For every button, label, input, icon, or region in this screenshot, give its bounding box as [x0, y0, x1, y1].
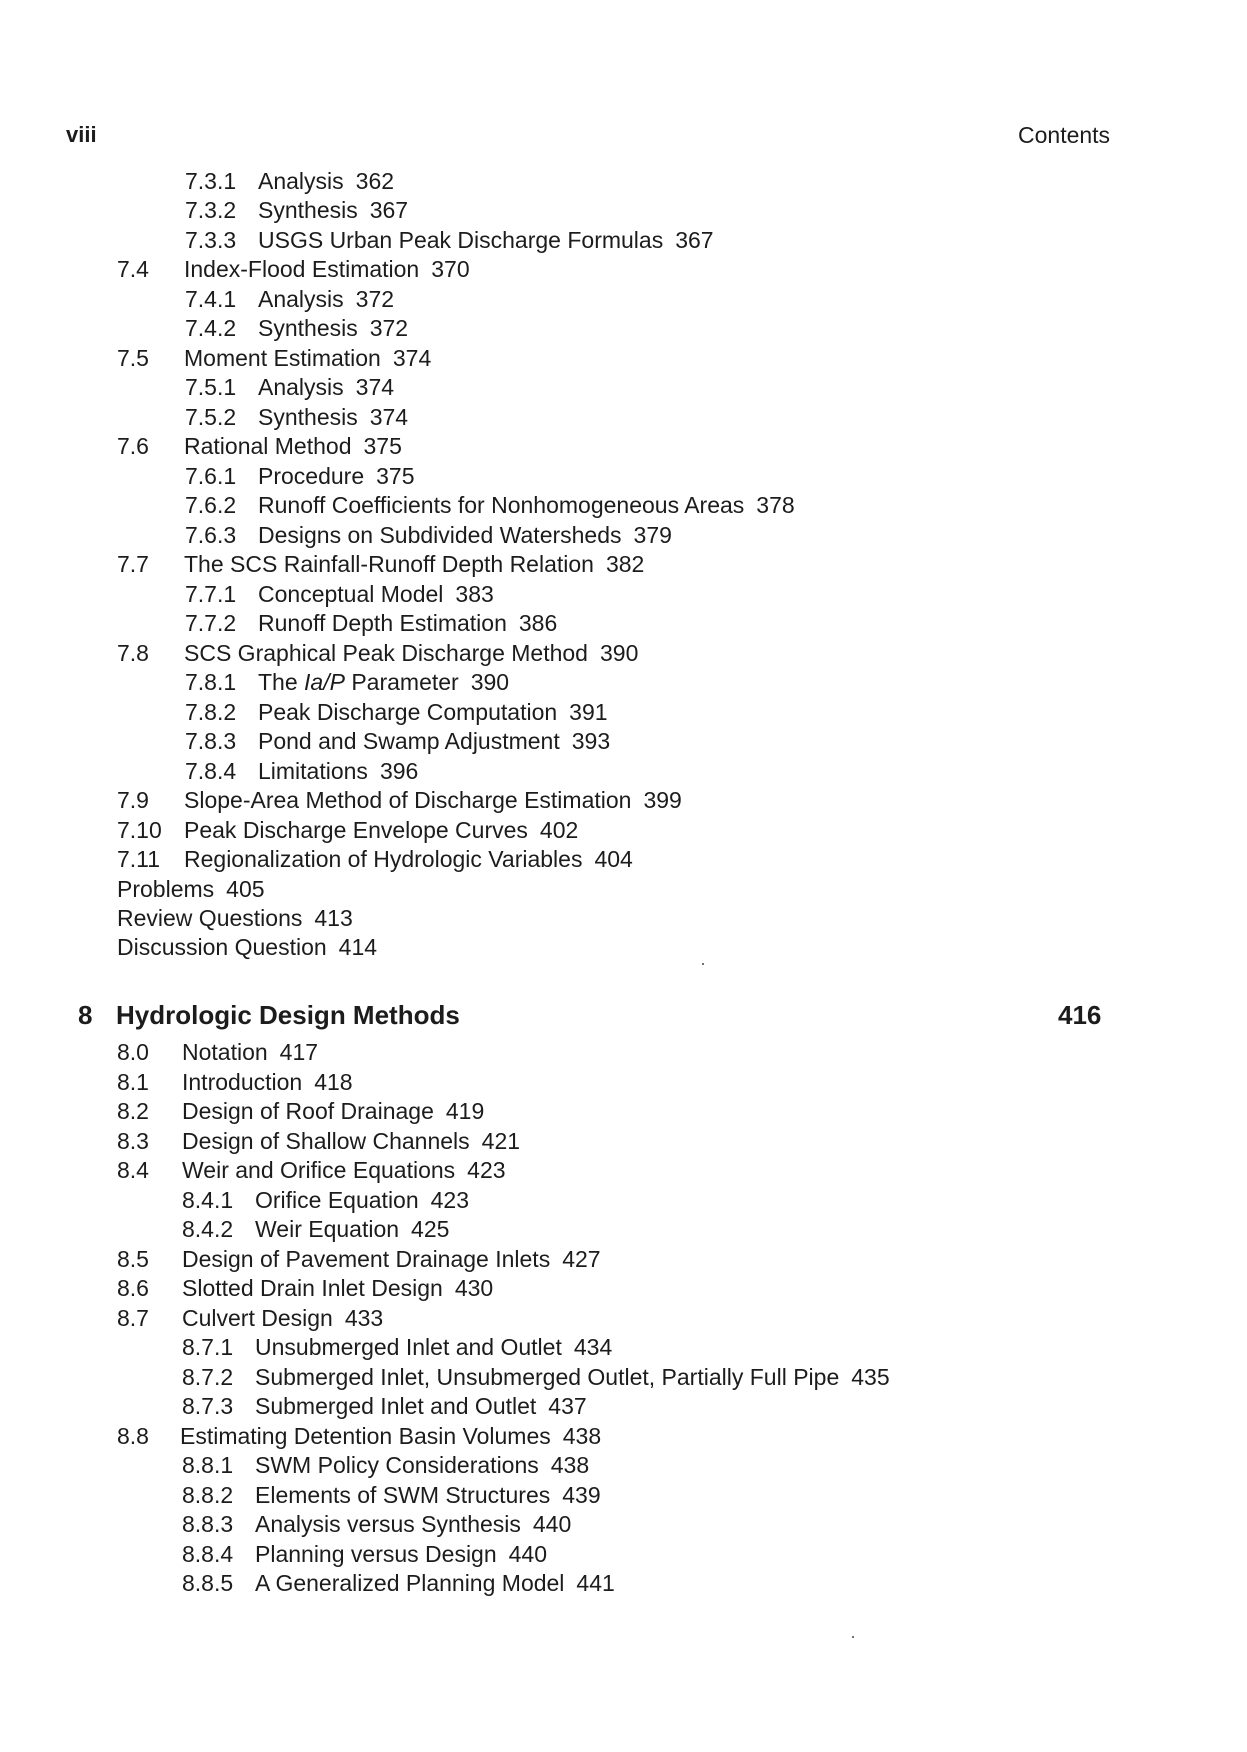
section-title — [182, 1126, 520, 1156]
page-number: 386 — [518, 610, 558, 636]
section-number: 8.7.1 — [182, 1334, 234, 1360]
page-number: 433 — [344, 1305, 384, 1331]
page-number: 423 — [467, 1157, 506, 1183]
section-number: 7.7.2 — [185, 610, 237, 636]
section-title-text: Rational Method — [184, 433, 352, 459]
section-title — [182, 1067, 353, 1097]
page-number: 374 — [355, 374, 395, 400]
section-title-text: Orifice Equation — [255, 1187, 419, 1213]
page-number: 372 — [355, 286, 395, 312]
section-title-text: Analysis — [258, 168, 344, 194]
section-number: 7.9 — [117, 787, 149, 813]
page-number: 438 — [562, 1423, 602, 1449]
page-number: 391 — [569, 699, 608, 725]
section-title-text: Analysis — [258, 374, 344, 400]
section-title-text: Introduction — [182, 1069, 303, 1095]
page-number: 372 — [369, 315, 409, 341]
section-number: 8.8.2 — [182, 1482, 234, 1508]
page-number: 439 — [562, 1482, 601, 1508]
section-title-text: Index-Flood Estimation — [184, 256, 420, 282]
section-title — [184, 343, 431, 373]
section-title-text: Weir and Orifice Equations — [182, 1157, 456, 1183]
section-title-text: Culvert Design — [182, 1305, 333, 1331]
section-title-text: SWM Policy Considerations — [255, 1452, 539, 1478]
section-title — [255, 1185, 469, 1215]
section-title-part: Parameter — [344, 669, 459, 695]
section-title — [184, 815, 578, 845]
page-number: 438 — [550, 1452, 590, 1478]
section-title — [182, 1037, 318, 1067]
page-number: 375 — [363, 433, 402, 459]
page-number: 437 — [548, 1393, 587, 1419]
section-title-text: Submerged Inlet, Unsubmerged Outlet, Partially Full Pipe — [255, 1364, 840, 1390]
scan-speck — [852, 1636, 854, 1638]
section-number: 7.8.2 — [185, 699, 237, 725]
page-number: 379 — [633, 522, 672, 548]
page-number: 374 — [369, 404, 409, 430]
section-number: 7.7.1 — [185, 581, 237, 607]
chapter-number: 8 — [78, 1000, 93, 1030]
section-number: 7.8.1 — [185, 669, 237, 695]
section-title-text: Submerged Inlet and Outlet — [255, 1393, 537, 1419]
section-title-text: Notation — [182, 1039, 268, 1065]
section-title-text: Designs on Subdivided Watersheds — [258, 522, 622, 548]
page-number: 362 — [355, 168, 395, 194]
section-number: 7.4 — [117, 256, 149, 282]
section-title — [258, 166, 394, 196]
section-title — [255, 1450, 589, 1480]
page-number: 414 — [338, 934, 378, 960]
section-number: 8.5 — [117, 1246, 149, 1272]
section-title-text: Moment Estimation — [184, 345, 381, 371]
section-title — [255, 1391, 587, 1421]
page-number: 390 — [470, 669, 510, 695]
page-number: 402 — [539, 817, 579, 843]
section-title — [258, 461, 415, 491]
section-number: 7.3.3 — [185, 227, 237, 253]
section-number: 7.8.3 — [185, 728, 237, 754]
section-number: 7.5 — [117, 345, 149, 371]
page-number: 367 — [675, 227, 714, 253]
section-title-text: Synthesis — [258, 197, 358, 223]
section-title-text: Discussion Question — [117, 934, 327, 960]
section-title — [180, 1421, 601, 1451]
section-title — [184, 844, 633, 874]
section-title — [184, 431, 402, 461]
section-title — [182, 1244, 601, 1274]
section-title-text: A Generalized Planning Model — [255, 1570, 565, 1596]
section-title-text: Estimating Detention Basin Volumes — [180, 1423, 551, 1449]
section-title — [258, 195, 408, 225]
section-title — [258, 579, 494, 609]
page-number: 425 — [411, 1216, 450, 1242]
section-title — [255, 1332, 612, 1362]
section-number: 8.7.2 — [182, 1364, 234, 1390]
section-number: 8.4 — [117, 1157, 149, 1183]
section-title — [258, 726, 610, 756]
section-title-text: Synthesis — [258, 404, 358, 430]
section-title-text: Analysis — [258, 286, 344, 312]
section-title-text: Design of Pavement Drainage Inlets — [182, 1246, 551, 1272]
section-number: 8.2 — [117, 1098, 149, 1124]
section-number: 7.5.1 — [185, 374, 237, 400]
section-title-text: Pond and Swamp Adjustment — [258, 728, 560, 754]
section-title — [258, 756, 418, 786]
section-title-text: SCS Graphical Peak Discharge Method — [184, 640, 588, 666]
section-title — [258, 520, 672, 550]
section-title — [258, 667, 509, 697]
section-title-text: Design of Roof Drainage — [182, 1098, 434, 1124]
page-number: 404 — [594, 846, 633, 872]
page-number: 418 — [314, 1069, 353, 1095]
section-number: 7.3.2 — [185, 197, 237, 223]
section-title-text: Runoff Coefficients for Nonhomogeneous Areas — [258, 492, 745, 518]
section-number: 8.7.3 — [182, 1393, 234, 1419]
section-number: 8.8.4 — [182, 1541, 234, 1567]
section-number: 7.10 — [117, 817, 162, 843]
section-title — [182, 1273, 493, 1303]
section-title-text: Peak Discharge Computation — [258, 699, 558, 725]
section-title — [255, 1214, 449, 1244]
page-number: 417 — [279, 1039, 319, 1065]
section-title — [117, 903, 353, 933]
section-title-text: Peak Discharge Envelope Curves — [184, 817, 528, 843]
section-number: 7.4.1 — [185, 286, 237, 312]
section-title-text: USGS Urban Peak Discharge Formulas — [258, 227, 664, 253]
section-title — [255, 1539, 547, 1569]
section-number: 8.8.5 — [182, 1570, 234, 1596]
section-number: 8.7 — [117, 1305, 149, 1331]
section-title-text: Elements of SWM Structures — [255, 1482, 551, 1508]
page-number: 396 — [379, 758, 419, 784]
section-title-text: Limitations — [258, 758, 368, 784]
page-number: 413 — [314, 905, 353, 931]
section-title-text: The SCS Rainfall-Runoff Depth Relation — [184, 551, 594, 577]
section-number: 7.7 — [117, 551, 149, 577]
page-number: 383 — [455, 581, 494, 607]
section-title — [258, 225, 714, 255]
section-number: 8.8.3 — [182, 1511, 234, 1537]
page-number: 419 — [445, 1098, 485, 1124]
chapter-title: Hydrologic Design Methods — [116, 1000, 460, 1030]
section-title — [258, 608, 557, 638]
section-title — [182, 1096, 484, 1126]
section-title — [184, 785, 682, 815]
section-title-text: Design of Shallow Channels — [182, 1128, 470, 1154]
page-number: 399 — [643, 787, 682, 813]
section-title — [182, 1303, 383, 1333]
page-number: 427 — [562, 1246, 601, 1272]
section-title-text: Analysis versus Synthesis — [255, 1511, 521, 1537]
section-title-italic: Ia/P — [304, 669, 345, 695]
section-title — [258, 697, 608, 727]
section-title — [255, 1568, 615, 1598]
section-number: 7.6.3 — [185, 522, 237, 548]
page-number: 374 — [392, 345, 432, 371]
section-title — [258, 313, 408, 343]
page-number: 421 — [481, 1128, 521, 1154]
page-number: 440 — [508, 1541, 548, 1567]
page-number: 390 — [599, 640, 639, 666]
page-number: 440 — [532, 1511, 572, 1537]
page-number: 382 — [605, 551, 645, 577]
page-number: 370 — [431, 256, 470, 282]
section-number: 7.3.1 — [185, 168, 237, 194]
section-title-text: Synthesis — [258, 315, 358, 341]
section-number: 8.4.1 — [182, 1187, 234, 1213]
section-title — [258, 284, 394, 314]
page-number: 405 — [226, 876, 265, 902]
section-title — [255, 1480, 601, 1510]
page-number: 441 — [576, 1570, 615, 1596]
section-title-text: Slope-Area Method of Discharge Estimation — [184, 787, 632, 813]
running-header: Contents — [1018, 122, 1111, 148]
section-title-text: Runoff Depth Estimation — [258, 610, 507, 636]
section-title-text: Unsubmerged Inlet and Outlet — [255, 1334, 562, 1360]
section-title — [258, 402, 408, 432]
section-number: 8.4.2 — [182, 1216, 234, 1242]
section-title-text: Weir Equation — [255, 1216, 400, 1242]
chapter-page: 416 — [1058, 1000, 1102, 1030]
section-title — [258, 372, 394, 402]
section-title — [184, 638, 638, 668]
section-title-text: Slotted Drain Inlet Design — [182, 1275, 443, 1301]
section-number: 7.5.2 — [185, 404, 237, 430]
section-number: 7.6 — [117, 433, 149, 459]
section-title-text: Conceptual Model — [258, 581, 444, 607]
page-number: 375 — [376, 463, 415, 489]
section-number: 7.8 — [117, 640, 149, 666]
section-number: 8.0 — [117, 1039, 149, 1065]
section-title-text: Review Questions — [117, 905, 303, 931]
section-number: 8.6 — [117, 1275, 149, 1301]
section-number: 7.6.1 — [185, 463, 237, 489]
section-number: 7.4.2 — [185, 315, 237, 341]
page-number: 393 — [571, 728, 611, 754]
page-number: 434 — [573, 1334, 613, 1360]
section-title — [255, 1509, 571, 1539]
page-number: 430 — [454, 1275, 494, 1301]
section-number: 7.6.2 — [185, 492, 237, 518]
section-number: 7.11 — [117, 846, 161, 872]
section-number: 8.8 — [117, 1423, 149, 1449]
section-title-text: Regionalization of Hydrologic Variables — [184, 846, 583, 872]
section-title — [258, 490, 795, 520]
section-number: 8.3 — [117, 1128, 149, 1154]
section-title-text: Planning versus Design — [255, 1541, 497, 1567]
section-title — [117, 874, 265, 904]
page-number: 435 — [851, 1364, 890, 1390]
section-title — [184, 254, 470, 284]
section-title — [184, 549, 644, 579]
section-number: 8.1 — [117, 1069, 149, 1095]
chapter-heading — [66, 1000, 1116, 1036]
section-number: 8.8.1 — [182, 1452, 234, 1478]
section-title — [255, 1362, 890, 1392]
section-title-text: Procedure — [258, 463, 365, 489]
page-number: 423 — [430, 1187, 470, 1213]
section-title-text: Problems — [117, 876, 215, 902]
section-title-part: The — [258, 669, 305, 695]
scan-speck — [702, 963, 704, 965]
section-title — [117, 932, 377, 962]
page-number: 367 — [369, 197, 409, 223]
page-number-roman: viii — [66, 122, 97, 147]
page-number: 378 — [756, 492, 795, 518]
section-number: 7.8.4 — [185, 758, 237, 784]
section-title — [182, 1155, 506, 1185]
